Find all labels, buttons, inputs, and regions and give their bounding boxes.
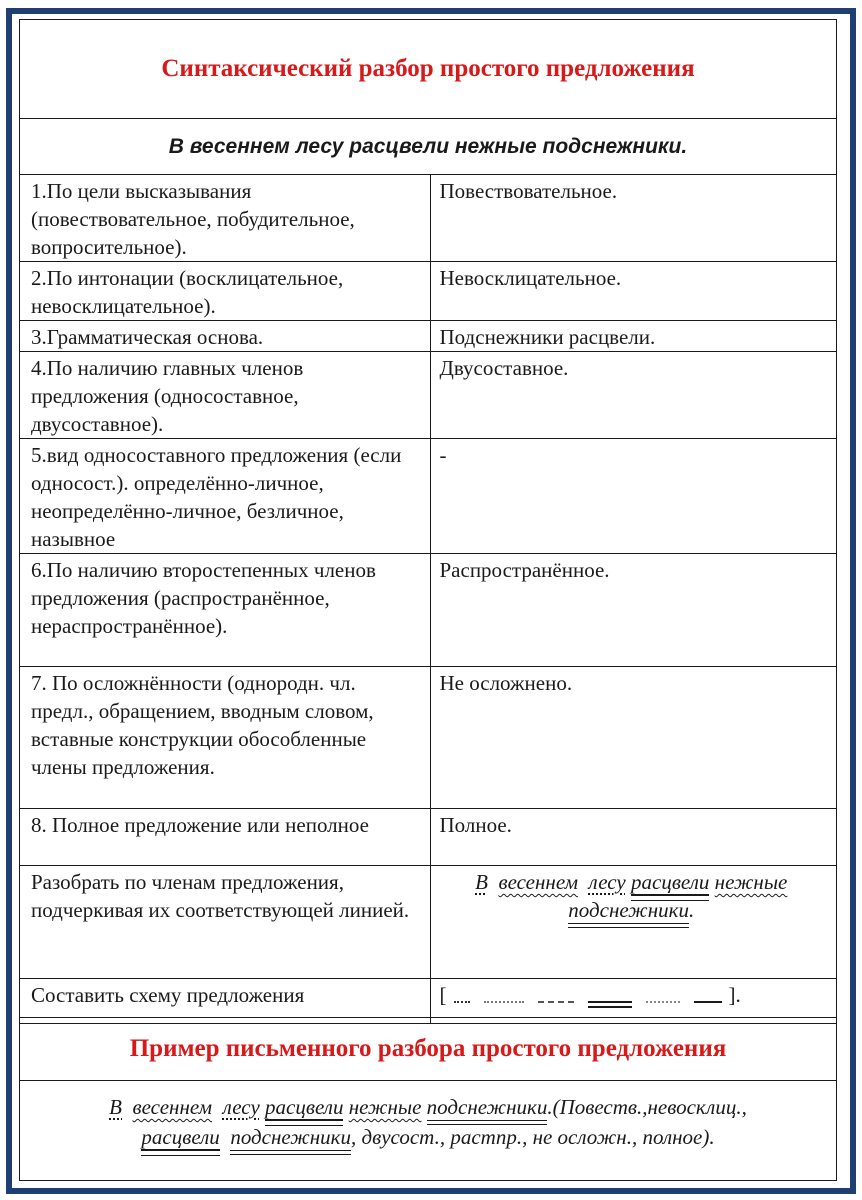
analysis-table [20,175,836,1024]
attribute-word: нежные [714,870,788,894]
scheme-adverbial-mark [538,995,574,1003]
table-row [20,439,836,554]
attribute-word: весеннем [498,870,579,894]
predicate-word: расцвели [141,1125,220,1149]
table-row [20,321,836,352]
scheme-close-bracket: ]. [728,983,741,1007]
scheme-adverbial-mark [454,995,470,1003]
row-answer: Повествовательное. [430,175,836,262]
row-question: Составить схему предложения [20,979,430,1024]
row-answer: Полное. [430,809,836,866]
row-question: 4.По наличию главных членов предложения (односоставное, двусоставное). [20,352,430,439]
row-answer: Подснежники расцвели. [430,321,836,352]
predicate-word: расцвели [265,1095,344,1119]
table-row [20,866,836,979]
scheme-subject-mark [694,995,722,1003]
example-line-1 [20,1092,836,1122]
row-question: 5.вид односоставного предложения (если односост.). определённо-личное, неопределённо-личное, безличное, назывное [20,439,430,554]
row-answer: - [430,439,836,554]
table-row [20,175,836,262]
row-answer: Распространённое. [430,554,836,667]
row-question: 1.По цели высказывания (повествовательное, побудительное, вопросительное). [20,175,430,262]
example-section-title: Пример письменного разбора простого предложения [20,1017,836,1081]
subject-word: подснежники [230,1125,351,1149]
row-question: 6.По наличию второстепенных членов предложения (распространённое, нераспространённое). [20,554,430,667]
scheme-open-bracket: [ [439,983,447,1007]
row-answer: Невосклицательное. [430,262,836,321]
table-row [20,554,836,667]
document-frame [19,19,837,1181]
attribute-word: нежные [348,1095,422,1119]
table-row [20,262,836,321]
table-row [20,352,836,439]
example-tail: .(Повеств.,невосклиц., [547,1095,747,1119]
adverbial-word: В [475,870,488,894]
adverbial-word: лесу [588,870,626,894]
attribute-word: весеннем [132,1095,213,1119]
predicate-word: расцвели [631,870,710,894]
row-answer: Двусоставное. [430,352,836,439]
example-sentence: В весеннем лесу расцвели нежные подснежники. [20,119,836,175]
subject-word: подснежники [426,1095,548,1119]
scheme-attribute-mark [484,995,524,1003]
row-question: 8. Полное предложение или неполное [20,809,430,866]
sentence-end: . [688,898,695,922]
page-title: Синтаксический разбор простого предложения [20,20,836,119]
example-parse [20,1092,836,1152]
row-question: 2.По интонации (восклицательное, невосклицательное). [20,262,430,321]
example-line-2 [20,1122,836,1152]
sentence-parse [430,866,836,979]
table-row [20,809,836,866]
row-question: 3.Грамматическая основа. [20,321,430,352]
row-answer: Не осложнено. [430,667,836,809]
subject-word: подснежники [568,898,689,922]
scheme-predicate-mark [588,995,632,1003]
adverbial-word: лесу [222,1095,260,1119]
scheme-attribute-mark [646,995,680,1003]
row-question: 7. По осложнённости (однородн. чл. предл., обращением, вводным словом, вставные конструкции обособленные члены предложения. [20,667,430,809]
example-tail: , двусост., растпр., не осложн., полное). [350,1125,715,1149]
row-question: Разобрать по членам предложения, подчеркивая их соответствующей линией. [20,866,430,979]
table-row [20,667,836,809]
adverbial-word: В [109,1095,122,1119]
